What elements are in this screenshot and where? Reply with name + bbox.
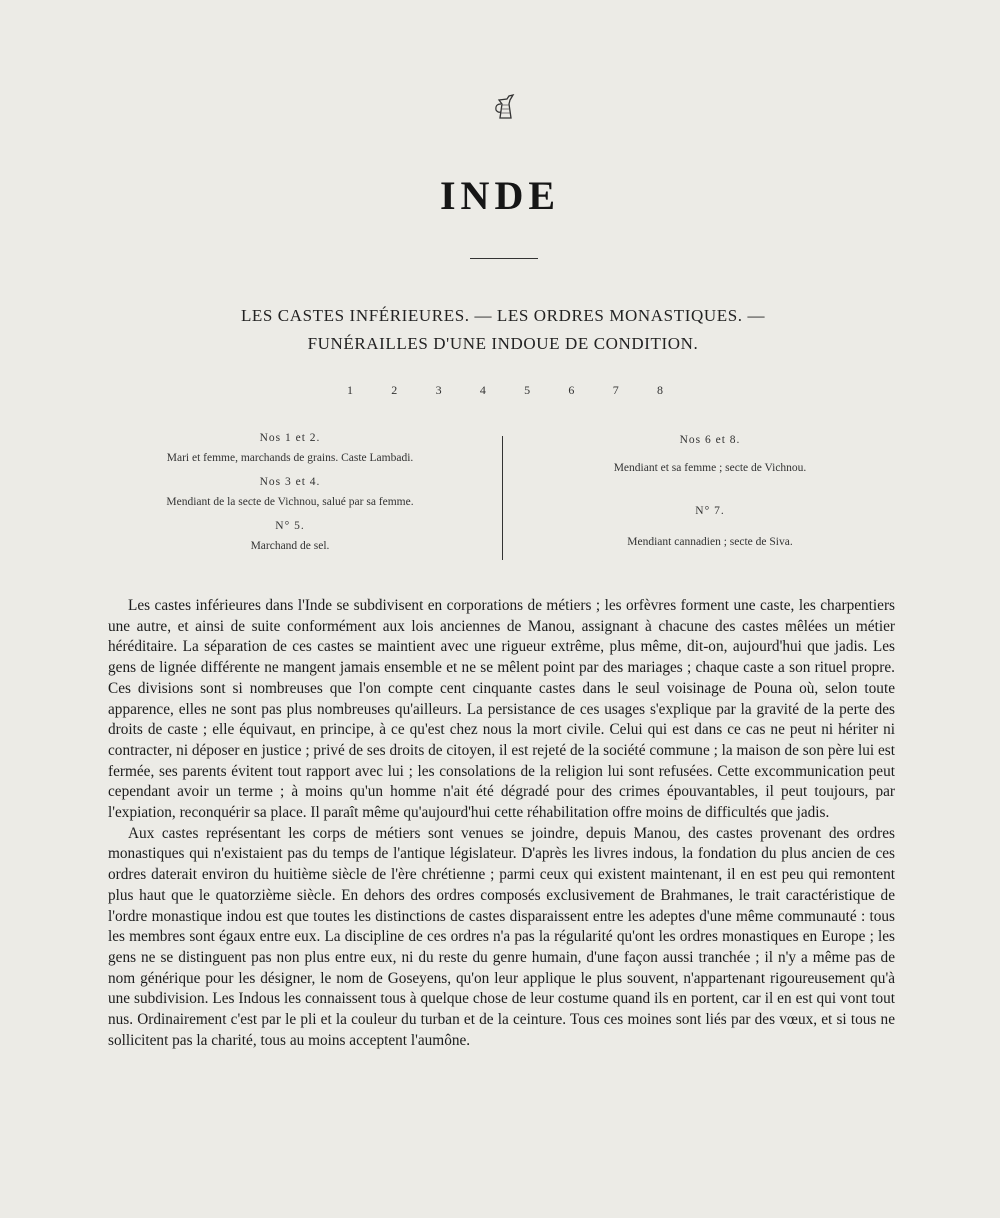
legend-heading: Nos 3 et 4. <box>259 476 321 488</box>
plate-numbers <box>340 383 670 398</box>
legend-heading: N° 7. <box>695 505 725 517</box>
legend-heading: Nos 1 et 2. <box>259 432 321 444</box>
title-rule <box>470 258 538 259</box>
legend-description: Marchand de sel. <box>250 540 330 552</box>
pitcher-icon <box>490 92 520 122</box>
legend-description: Mendiant de la secte de Vichnou, salué par sa femme. <box>166 496 414 508</box>
plate-number: 8 <box>656 383 663 397</box>
plate-number: 3 <box>435 383 442 397</box>
legend-description: Mendiant et sa femme ; secte de Vichnou. <box>613 462 807 474</box>
paragraph: Les castes inférieures dans l'Inde se subdivisent en corporations de métiers ; les orfèvres forment une caste, les charpentiers une autre, et ainsi de suite conformément aux lois anciennes de Manou, assignant à chacune des castes mêlées un métier héréditaire. La séparation de ces castes se maintient avec une rigueur extrême, plus même, dit-on, aujourd'hui que jadis. Les gens de lignée différente ne mangent jamais ensemble et ne se mêlent point par des mariages ; chaque caste a son rituel propre. Ces divisions sont si nombreuses que l'on compte cent cinquante castes dans le seul voisinage de Pouna où, selon toute apparence, elles ne sont pas plus nombreuses qu'ailleurs. La persistance de ces usages s'explique par la gravité de la perte des droits de caste ; elle équivaut, en principe, à ce qu'est chez nous la mort civile. Celui qui est dans ce cas ne peut ni hériter ni contracter, ni déposer en justice ; privé de ses droits de citoyen, il est rejeté de la société commune ; la maison de son père lui est fermée, ses parents évitent tout rapport avec lui ; les consolations de la religion lui sont refusées. Cette excommunication peut cependant avoir un terme ; à moins qu'un homme n'ait été dégradé pour des crimes épouvantables, il peut toujours, par l'expiation, reconquérir sa place. Il paraît même qu'aujourd'hui cette réhabilitation offre moins de difficultés que jadis. <box>108 597 895 822</box>
plate-number: 1 <box>347 383 353 397</box>
subtitle-line: LES CASTES INFÉRIEURES. — LES ORDRES MONASTIQUES. — <box>240 306 766 325</box>
legend-left <box>140 430 440 555</box>
paragraph: Aux castes représentant les corps de métiers sont venues se joindre, depuis Manou, des castes provenant des ordres monastiques qui n'existaient pas du temps de l'antique législateur. D'après les livres indous, la fondation du plus ancien de ces ordres daterait environ du huitième siècle de l'ère chrétienne ; parmi ceux qui existent maintenant, il en est peu qui remontent plus haut que le quatorzième siècle. En dehors des ordres composés exclusivement de Brahmanes, le trait caractéristique de l'ordre monastique indou est que toutes les distinctions de castes disparaissent entre les adeptes d'une même communauté : tous les membres sont égaux entre eux. La discipline de ces ordres n'a pas la régularité qu'ont les ordres monastiques en Europe ; les gens ne se distinguent pas non plus entre eux, ni du reste du genre humain, d'une façon aussi tranchée ; il n'y a même pas de nom générique pour les désigner, le nom de Goseyens, qu'on leur applique le plus souvent, n'appartenant rigoureusement qu'à une subdivision. Les Indous les connaissent tous à quelque chose de leur costume quand ils en portent, car il en est qui vont tout nus. Ordinairement c'est par le pli et la couleur du turban et de la ceinture. Tous ces moines sont liés par des vœux, et si tous ne sollicitent pas la charité, tous au moins acceptent l'aumône. <box>108 824 895 1049</box>
legend-heading: Nos 6 et 8. <box>679 434 741 446</box>
legend-description: Mari et femme, marchands de grains. Caste Lambadi. <box>166 452 414 464</box>
body-text <box>108 596 895 1051</box>
plate-number: 6 <box>568 383 575 397</box>
plate-number: 2 <box>391 383 398 397</box>
plate-number: 5 <box>524 383 531 397</box>
legend-divider <box>502 436 503 560</box>
subtitle-line: FUNÉRAILLES D'UNE INDOUE DE CONDITION. <box>307 334 699 353</box>
plate-number: 4 <box>479 383 486 397</box>
plate-number: 7 <box>612 383 619 397</box>
legend-description: Mendiant cannadien ; secte de Siva. <box>627 536 793 548</box>
page-title: INDE <box>439 173 561 218</box>
legend-right <box>560 432 860 551</box>
subtitle <box>0 302 1000 358</box>
legend-heading: N° 5. <box>275 520 305 532</box>
